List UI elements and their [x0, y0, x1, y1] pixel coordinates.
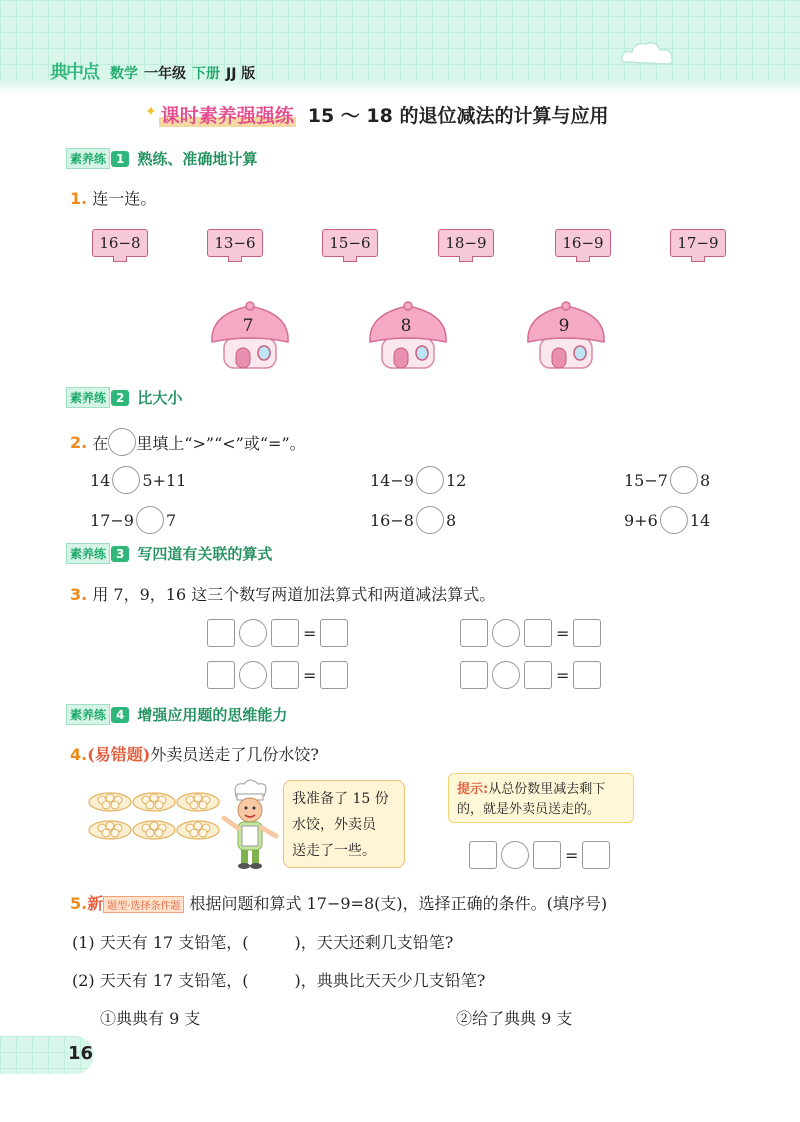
section-header-2 [66, 387, 182, 408]
compare-item [370, 466, 466, 494]
question-text-pre: 在 [92, 433, 109, 453]
answer-box[interactable] [460, 619, 488, 647]
sub-question-pre: (1) 天天有 17 支铅笔，( [72, 933, 249, 952]
section-title: 写四道有关联的算式 [137, 545, 273, 563]
compare-circle[interactable] [416, 506, 444, 534]
question-4 [70, 742, 319, 765]
question-text: 用 7，9，16 这三个数写两道加法算式和两道减法算式。 [92, 585, 496, 604]
compare-item [90, 466, 186, 494]
breadcrumb [110, 63, 255, 83]
mushroom-house-icon [526, 300, 606, 372]
equation-row [458, 661, 603, 689]
mushroom-house-icon [210, 300, 290, 372]
hint-label: 提示: [457, 782, 489, 797]
section-number: 1 [111, 151, 129, 167]
sub-question-1 [72, 930, 453, 953]
section-badge: 素养练 [66, 704, 110, 725]
operator-circle[interactable] [501, 841, 529, 869]
compare-left: 15−7 [624, 470, 668, 490]
question-number: 5. [70, 894, 88, 913]
speech-line: 我准备了 15 份 [292, 791, 389, 807]
page-title [145, 101, 608, 128]
section-header-4 [66, 704, 287, 725]
compare-left: 14−9 [370, 470, 414, 490]
question-type-tag: 题型·选择条件题 [103, 896, 184, 913]
mushroom-house-icon [368, 300, 448, 372]
dumpling-plates-icon [88, 788, 220, 844]
answer-box[interactable] [573, 661, 601, 689]
speech-line: 水饺，外卖员 [292, 817, 376, 833]
hint-text: 从总份数里减去剩下的，就是外卖员送走的。 [457, 782, 606, 817]
sub-question-pre: (2) 天天有 17 支铅笔，( [72, 971, 249, 990]
compare-item [624, 466, 710, 494]
hint-box [448, 773, 634, 823]
question-2 [70, 428, 306, 456]
equals-sign: = [556, 623, 570, 643]
section-number: 2 [111, 390, 129, 406]
compare-right: 12 [445, 470, 467, 490]
cloud-icon [618, 38, 678, 68]
section-number: 4 [111, 707, 129, 723]
answer-box[interactable] [271, 619, 299, 647]
question-3 [70, 582, 495, 605]
answer-circle-sample [108, 428, 136, 456]
equation-row [205, 661, 350, 689]
question-number: 1. [70, 189, 88, 208]
section-number: 3 [111, 546, 129, 562]
compare-left: 17−9 [90, 510, 134, 530]
compare-circle[interactable] [660, 506, 688, 534]
question-5 [70, 891, 607, 914]
answer-box[interactable] [469, 841, 497, 869]
expression-card[interactable]: 16−9 [555, 229, 611, 257]
house-number: 8 [400, 316, 412, 336]
equals-sign: = [556, 665, 570, 685]
expression-card[interactable]: 13−6 [207, 229, 263, 257]
question-text: 外卖员送走了几份水饺? [150, 745, 319, 764]
mushroom-house[interactable] [210, 300, 306, 376]
question-text: 根据问题和算式 17−9=8(支)，选择正确的条件。(填序号) [189, 894, 608, 913]
question-1 [70, 186, 156, 209]
compare-left: 14 [90, 470, 111, 490]
section-title: 增强应用题的思维能力 [137, 706, 288, 724]
speech-line: 送走了一些。 [292, 843, 376, 859]
book-logo: 典中点 [50, 62, 98, 83]
compare-circle[interactable] [136, 506, 164, 534]
section-title: 熟练、准确地计算 [137, 150, 258, 168]
sparkle-icon: ✦ [145, 104, 157, 120]
operator-circle[interactable] [239, 619, 267, 647]
chef-icon [218, 778, 282, 870]
equation-row [205, 619, 350, 647]
question-text: 连一连。 [92, 189, 157, 208]
version-label: JJ 版 [226, 66, 256, 82]
expression-card[interactable]: 15−6 [322, 229, 378, 257]
compare-right: 7 [165, 510, 177, 530]
expression-card[interactable]: 17−9 [670, 229, 726, 257]
section-badge: 素养练 [66, 543, 110, 564]
section-badge: 素养练 [66, 148, 110, 169]
title-topic: 15 ～ 18 的退位减法的计算与应用 [307, 105, 609, 127]
compare-right: 14 [689, 510, 711, 530]
compare-right: 8 [699, 470, 711, 490]
house-number: 9 [558, 316, 570, 336]
compare-circle[interactable] [670, 466, 698, 494]
answer-box[interactable] [460, 661, 488, 689]
answer-box[interactable] [524, 661, 552, 689]
answer-box[interactable] [573, 619, 601, 647]
page-number: 16 [68, 1043, 94, 1064]
question-text-post: 里填上“>”“<”或“=”。 [136, 433, 306, 453]
answer-box[interactable] [524, 619, 552, 647]
answer-box[interactable] [271, 661, 299, 689]
expression-card[interactable]: 18−9 [438, 229, 494, 257]
compare-item [90, 506, 176, 534]
answer-box[interactable] [582, 841, 610, 869]
compare-left: 16−8 [370, 510, 414, 530]
option-2: ②给了典典 9 支 [456, 1009, 573, 1028]
answer-box[interactable] [207, 619, 235, 647]
section-header-1 [66, 148, 257, 169]
grade-label: 一年级 [144, 66, 186, 82]
operator-circle[interactable] [239, 661, 267, 689]
error-prone-tag: (易错题) [87, 745, 151, 764]
compare-item [624, 506, 710, 534]
page-number-tab [0, 1036, 94, 1074]
mushroom-house[interactable] [368, 300, 464, 376]
equals-sign: = [303, 623, 317, 643]
title-tag: 课时素养强强练 [160, 105, 294, 127]
compare-right: 5+11 [142, 470, 187, 490]
question-number: 2. [70, 432, 88, 452]
compare-circle[interactable] [416, 466, 444, 494]
equation-row [458, 619, 603, 647]
section-title: 比大小 [137, 389, 183, 407]
sub-question-post: )，典典比天天少几支铅笔? [294, 971, 486, 990]
sub-question-2 [72, 968, 485, 991]
question-number: 3. [70, 585, 88, 604]
question-number: 4. [70, 745, 88, 764]
equals-sign: = [303, 665, 317, 685]
house-number: 7 [242, 316, 254, 336]
equation-row [467, 841, 612, 869]
expression-card[interactable]: 16−8 [92, 229, 148, 257]
book-label: 下册 [192, 66, 220, 82]
mushroom-house[interactable] [526, 300, 622, 376]
answer-box[interactable] [533, 841, 561, 869]
compare-left: 9+6 [624, 510, 658, 530]
compare-right: 8 [445, 510, 457, 530]
option-1: ①典典有 9 支 [100, 1009, 201, 1028]
sub-question-post: )，天天还剩几支铅笔? [294, 933, 454, 952]
equals-sign: = [565, 845, 579, 865]
answer-box[interactable] [320, 661, 348, 689]
new-tag: 新 [87, 894, 104, 913]
compare-circle[interactable] [112, 466, 140, 494]
answer-box[interactable] [207, 661, 235, 689]
section-badge: 素养练 [66, 387, 110, 408]
answer-box[interactable] [320, 619, 348, 647]
subject-label: 数学 [110, 66, 138, 82]
chef-speech-bubble [283, 780, 405, 868]
operator-circle[interactable] [492, 661, 520, 689]
compare-item [370, 506, 456, 534]
section-header-3 [66, 543, 272, 564]
operator-circle[interactable] [492, 619, 520, 647]
